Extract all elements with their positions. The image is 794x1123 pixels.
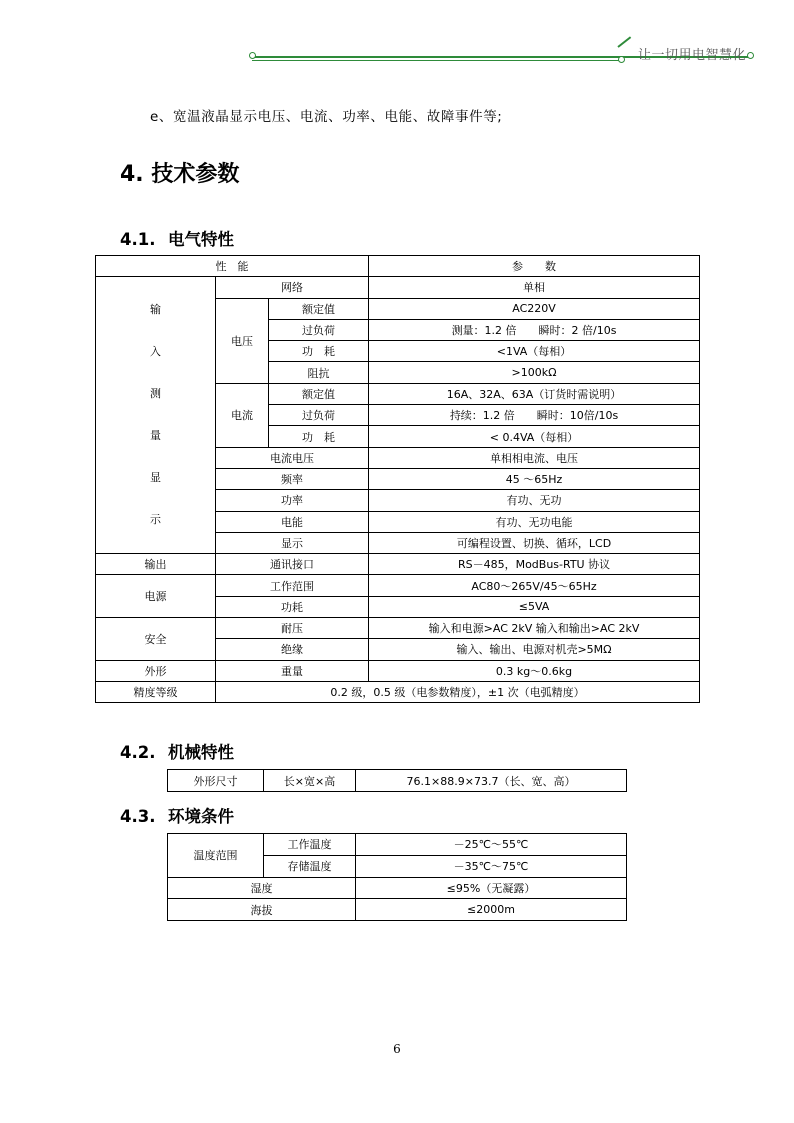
value-cell: AC220V: [369, 298, 700, 319]
group-cell: 精度等级: [96, 681, 216, 702]
header-dot-left: [249, 52, 256, 59]
label-cell: 重量: [216, 660, 369, 681]
header-dot-right: [747, 52, 754, 59]
header-cell: 性 能: [96, 256, 369, 277]
label-cell: 功耗: [216, 596, 369, 617]
current-group-cell: 电流: [216, 383, 269, 447]
value-cell: 可编程设置、切换、循环，LCD: [369, 532, 700, 553]
section-heading: [120, 157, 239, 188]
intro-item: e、宽温液晶显示电压、电流、功率、电能、故障事件等;: [150, 109, 503, 125]
group-cell: 安全: [96, 618, 216, 661]
label-cell: 网络: [216, 277, 369, 298]
header-slant: [617, 36, 631, 47]
label-cell: 过负荷: [269, 405, 369, 426]
value-cell: －35℃～75℃: [356, 855, 627, 877]
group-cell: 温度范围: [168, 834, 264, 878]
table-row: [96, 554, 700, 575]
label-cell: 湿度: [168, 877, 356, 899]
table-row: [96, 681, 700, 702]
section-number: 4.: [120, 162, 144, 187]
label-cell: 通讯接口: [216, 554, 369, 575]
subsection-number: 4.3.: [120, 807, 156, 826]
mechanical-spec-table: [167, 769, 627, 792]
subsection-number: 4.1.: [120, 230, 156, 249]
value-cell: 有功、无功: [369, 490, 700, 511]
group-cell: 外形: [96, 660, 216, 681]
group-cell: 电源: [96, 575, 216, 618]
label-cell: 外形尺寸: [168, 770, 264, 792]
value-cell: ≤95%（无凝露）: [356, 877, 627, 899]
label-cell: 过负荷: [269, 319, 369, 340]
value-cell: >100kΩ: [369, 362, 700, 383]
label-cell: 额定值: [269, 383, 369, 404]
label-cell: 电能: [216, 511, 369, 532]
group-cell: 输出: [96, 554, 216, 575]
label-cell: 海拔: [168, 899, 356, 921]
table-row: [96, 575, 700, 596]
vchar: 输: [150, 303, 161, 317]
voltage-group-cell: 电压: [216, 298, 269, 383]
value-cell: 输入和电源>AC 2kV 输入和输出>AC 2kV: [369, 618, 700, 639]
value-cell: 单相相电流、电压: [369, 447, 700, 468]
table-row: [96, 618, 700, 639]
header-dot-mid: [618, 56, 625, 63]
label-cell: 阻抗: [269, 362, 369, 383]
label-cell: 功 耗: [269, 426, 369, 447]
environment-spec-table: [167, 833, 627, 921]
label-cell: 显示: [216, 532, 369, 553]
vchar: 入: [150, 345, 161, 359]
value-cell: 0.3 kg～0.6kg: [369, 660, 700, 681]
table-row: [168, 877, 627, 899]
value-cell: ≤5VA: [369, 596, 700, 617]
subsection-heading-environment: [120, 803, 234, 827]
subsection-title: 环境条件: [168, 807, 234, 826]
value-cell: 76.1×88.9×73.7（长、宽、高）: [356, 770, 627, 792]
label-cell: 功率: [216, 490, 369, 511]
value-cell: 持续：1.2 倍 瞬时：10倍/10s: [369, 405, 700, 426]
vchar: 量: [150, 429, 161, 443]
header-cell: 参 数: [369, 256, 700, 277]
label-cell: 存储温度: [264, 855, 356, 877]
label-cell: 长×宽×高: [264, 770, 356, 792]
value-cell: 输入、输出、电源对机壳>5MΩ: [369, 639, 700, 660]
table-row: [168, 770, 627, 792]
value-cell: 测量：1.2 倍 瞬时：2 倍/10s: [369, 319, 700, 340]
value-cell: RS－485，ModBus-RTU 协议: [369, 554, 700, 575]
label-cell: 额定值: [269, 298, 369, 319]
value-cell: 单相: [369, 277, 700, 298]
label-cell: 绝缘: [216, 639, 369, 660]
table-row: [96, 256, 700, 277]
vchar: 示: [150, 513, 161, 527]
table-row: [96, 277, 700, 298]
subsection-number: 4.2.: [120, 743, 156, 762]
header-slogan: 让一切用电智慧化: [638, 48, 747, 63]
value-cell: 有功、无功电能: [369, 511, 700, 532]
value-cell: AC80～265V/45～65Hz: [369, 575, 700, 596]
value-cell: 0.2 级，0.5 级（电参数精度），±1 次（电弧精度）: [216, 681, 700, 702]
subsection-title: 电气特性: [168, 230, 234, 249]
page-number: 6: [393, 1042, 401, 1056]
label-cell: 工作温度: [264, 834, 356, 856]
vchar: 显: [150, 471, 161, 485]
subsection-title: 机械特性: [168, 743, 234, 762]
value-cell: ≤2000m: [356, 899, 627, 921]
label-cell: 工作范围: [216, 575, 369, 596]
label-cell: 耐压: [216, 618, 369, 639]
value-cell: 45 ～65Hz: [369, 468, 700, 489]
label-cell: 电流电压: [216, 447, 369, 468]
vchar: 测: [150, 387, 161, 401]
value-cell: 16A、32A、63A（订货时需说明）: [369, 383, 700, 404]
subsection-heading-mechanical: [120, 739, 234, 763]
value-cell: < 0.4VA（每相）: [369, 426, 700, 447]
subsection-heading-electrical: [120, 226, 234, 250]
electrical-spec-table: [95, 255, 700, 703]
table-row: [168, 834, 627, 856]
value-cell: <1VA（每相）: [369, 341, 700, 362]
label-cell: 频率: [216, 468, 369, 489]
header-rule-thin: [252, 60, 624, 61]
table-row: [168, 899, 627, 921]
value-cell: －25℃～55℃: [356, 834, 627, 856]
input-group-cell: [96, 277, 216, 554]
label-cell: 功 耗: [269, 341, 369, 362]
table-row: [96, 660, 700, 681]
section-title: 技术参数: [151, 162, 240, 187]
